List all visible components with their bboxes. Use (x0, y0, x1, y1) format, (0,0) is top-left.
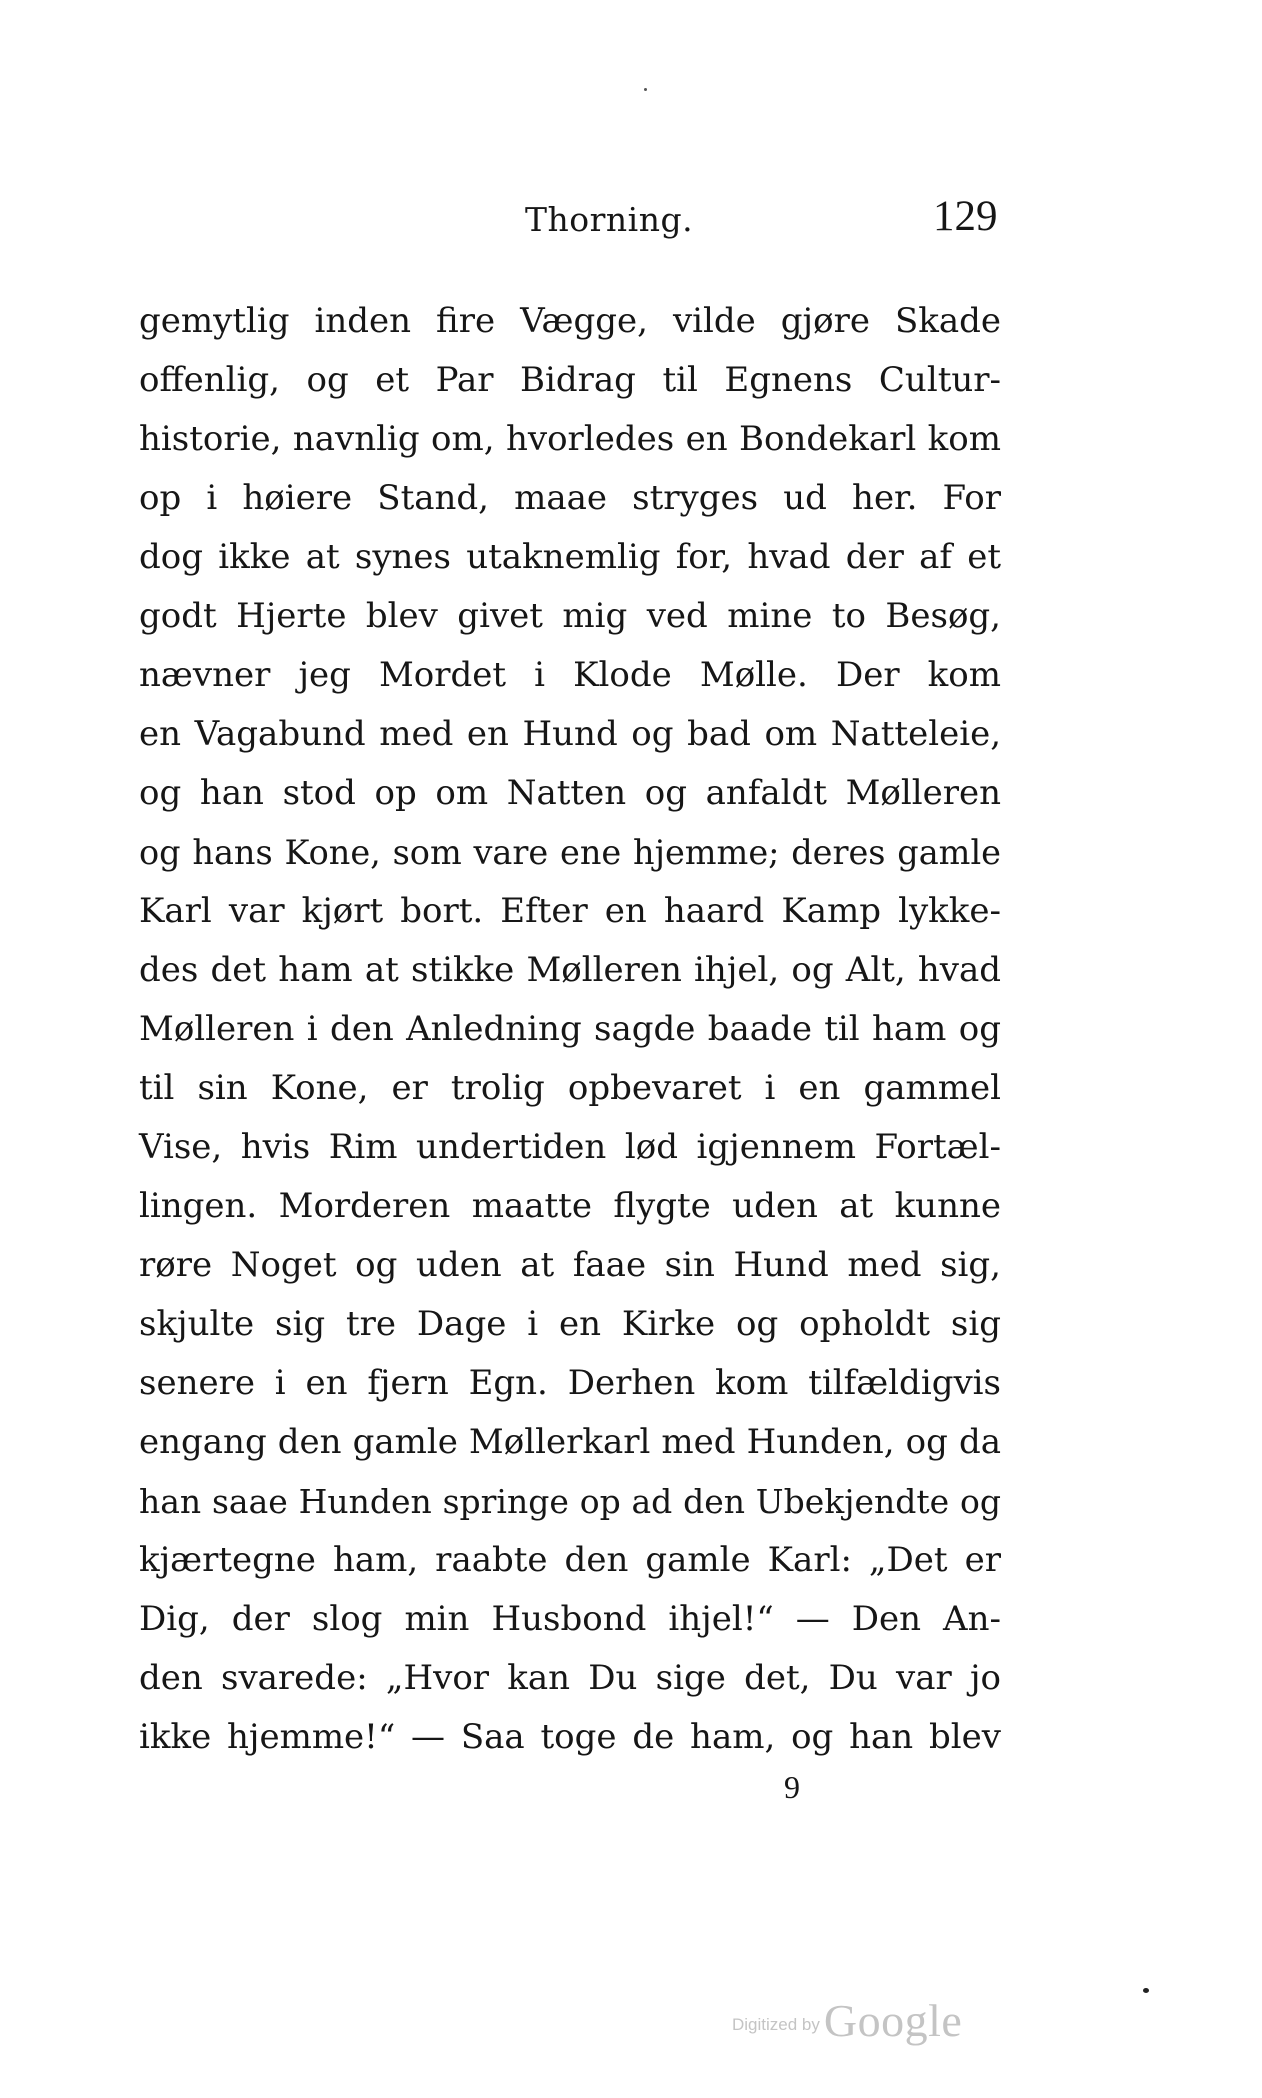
text-line: Vise, hvis Rim undertiden lød igjennem Fortæl- (139, 1127, 1001, 1167)
text-line: kjærtegne ham, raabte den gamle Karl: „Det er (139, 1540, 1001, 1580)
text-line: offenlig, og et Par Bidrag til Egnens Cultur- (139, 360, 1001, 400)
text-line: og han stod op om Natten og anfaldt Mølleren (139, 773, 1001, 813)
text-line: den svarede: „Hvor kan Du sige det, Du var jo (139, 1658, 1001, 1698)
text-line: godt Hjerte blev givet mig ved mine to Besøg, (139, 596, 1001, 636)
text-line: engang den gamle Møllerkarl med Hunden, og da (139, 1422, 1001, 1462)
text-line: nævner jeg Mordet i Klode Mølle. Der kom (139, 655, 1001, 695)
running-title: Thorning. (525, 200, 694, 239)
text-line: han saae Hunden springe op ad den Ubekjendte og (139, 1482, 1001, 1521)
text-line: ikke hjemme!“ — Saa toge de ham, og han blev (139, 1717, 1001, 1757)
watermark-prefix: Digitized by (732, 2015, 820, 2034)
text-line: lingen. Morderen maatte flygte uden at kunne (139, 1186, 1001, 1226)
page-number: 129 (933, 193, 998, 240)
text-line: en Vagabund med en Hund og bad om Natteleie, (139, 714, 1001, 754)
text-line: og hans Kone, som vare ene hjemme; deres gamle (139, 833, 1001, 872)
text-line: til sin Kone, er trolig opbevaret i en gammel (139, 1068, 1001, 1108)
signature-number: 9 (784, 1769, 800, 1805)
ink-speck (1143, 1988, 1149, 1993)
text-line: dog ikke at synes utaknemlig for, hvad der af et (139, 537, 1001, 577)
text-line: senere i en fjern Egn. Derhen kom tilfældigvis (139, 1363, 1001, 1403)
text-line: røre Noget og uden at faae sin Hund med sig, (139, 1245, 1001, 1285)
digitized-watermark (732, 1994, 962, 2047)
text-line: des det ham at stikke Mølleren ihjel, og Alt, hvad (139, 950, 1001, 990)
signature-mark (0, 1769, 1262, 1806)
text-line: Mølleren i den Anledning sagde baade til ham og (139, 1009, 1001, 1049)
watermark-brand: Google (823, 1995, 963, 2046)
text-line: op i høiere Stand, maae stryges ud her. For (139, 478, 1001, 518)
text-line: Karl var kjørt bort. Efter en haard Kamp lykke- (139, 891, 1001, 931)
text-line: skjulte sig tre Dage i en Kirke og opholdt sig (139, 1304, 1001, 1344)
text-line: gemytlig inden fire Vægge, vilde gjøre Skade (139, 301, 1001, 341)
ink-speck (644, 88, 647, 91)
text-line: historie, navnlig om, hvorledes en Bondekarl kom (139, 419, 1001, 459)
body-text (139, 292, 1001, 1767)
running-header (0, 192, 1262, 252)
text-line: Dig, der slog min Husbond ihjel!“ — Den An- (139, 1599, 1001, 1639)
